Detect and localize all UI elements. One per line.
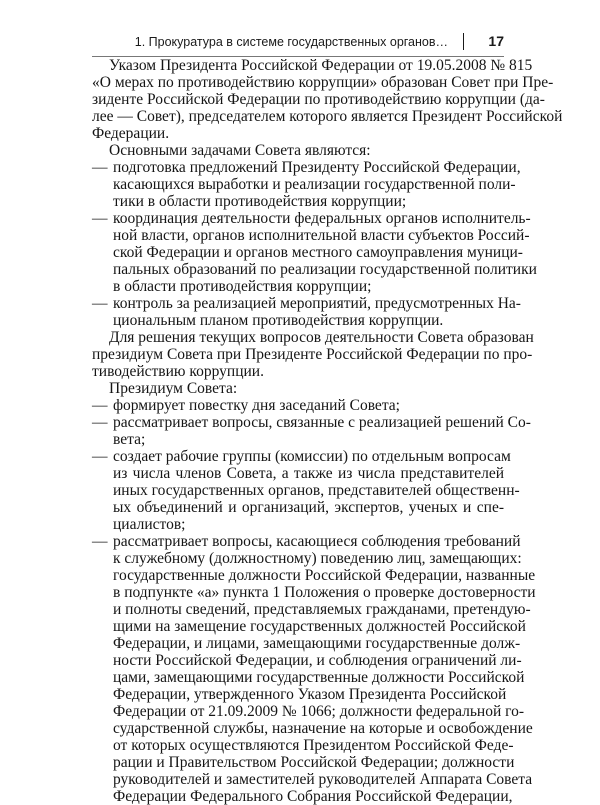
text-line: Федерации от 21.09.2009 № 1066; должности федеральной го- — [113, 703, 525, 720]
text-line: иных государственных органов, представителей общественн- — [113, 482, 520, 499]
text-line: Федерации. — [92, 125, 170, 142]
list-item — [92, 414, 531, 431]
running-header — [92, 33, 504, 55]
text-line: создает рабочие группы (комиссии) по отдельным вопросам — [113, 448, 511, 465]
text-line: циональным планом противодействия коррупции. — [113, 312, 444, 329]
list-item — [92, 159, 521, 176]
text-line: тиводействию коррупции. — [92, 363, 264, 380]
text-line: вета; — [113, 431, 146, 448]
text-line: формирует повестку дня заседаний Совета; — [113, 397, 400, 414]
text-line: Президиум Совета: — [109, 380, 238, 397]
text-line: сударственной службы, назначение на которые и освобождение — [113, 720, 533, 737]
text-line: циалистов; — [113, 516, 186, 533]
bullet-dash: — — [92, 397, 108, 414]
text-line: щими на замещение государственных должностей Российской — [113, 618, 526, 635]
text-line: от которых осуществляются Президентом Российской Феде- — [113, 737, 514, 754]
bullet-dash: — — [92, 210, 108, 227]
text-line: касающихся выработки и реализации государственной поли- — [113, 176, 516, 193]
text-line: зиденте Российской Федерации по противодействию коррупции (да- — [92, 91, 545, 108]
text-line: руководителей и заместителей руководителей Аппарата Совета — [113, 771, 533, 788]
text-line: и полноты сведений, представляемых гражданами, претендую- — [113, 601, 531, 618]
text-line: к служебному (должностному) поведению лиц, замещающих: — [113, 550, 522, 567]
bullet-dash: — — [92, 295, 108, 312]
text-line: рассматривает вопросы, касающиеся соблюдения требований — [113, 533, 521, 550]
text-line: подготовка предложений Президенту Российской Федерации, — [113, 159, 521, 176]
bullet-dash: — — [92, 533, 108, 550]
header-separator — [463, 33, 464, 50]
text-line: Федерации Федерального Собрания Российской Федерации, — [113, 788, 513, 805]
text-line: ной власти, органов исполнительной власти субъектов Россий- — [113, 227, 530, 244]
text-line: ности Российской Федерации, и соблюдения ограничений ли- — [113, 652, 522, 669]
bullet-dash: — — [92, 448, 108, 465]
text-line: рассматривает вопросы, связанные с реализацией решений Со- — [113, 414, 531, 431]
bullet-dash: — — [92, 159, 108, 176]
text-line: Указом Президента Российской Федерации от 19.05.2008 № 815 — [109, 57, 533, 74]
bullet-dash: — — [92, 414, 108, 431]
list-item — [92, 533, 521, 550]
list-item — [92, 397, 504, 414]
text-line: ых объединений и организаций, экспертов, ученых и спе- — [113, 499, 504, 516]
text-line: контроль за реализацией мероприятий, предусмотренных На- — [113, 295, 521, 312]
text-line: государственные должности Российской Федерации, названные — [113, 567, 536, 584]
text-line: Для решения текущих вопросов деятельности Совета образован — [109, 329, 534, 346]
text-line: в области противодействия коррупции; — [113, 278, 372, 295]
text-line: Основными задачами Совета являются: — [109, 142, 371, 159]
text-line: рации и Правительством Российской Федерации; должности — [113, 754, 515, 771]
section-title: 1. Прокуратура в системе государственных органов… — [134, 35, 448, 49]
text-line: «О мерах по противодействию коррупции» образован Совет при Пре- — [92, 74, 554, 91]
text-line: президиум Совета при Президенте Российской Федерации по про- — [92, 346, 533, 363]
text-line: тики в области противодействия коррупции; — [113, 193, 407, 210]
text-line: пальных образований по реализации государственной политики — [113, 261, 537, 278]
text-line: цами, замещающими государственные должности Российской — [113, 669, 525, 686]
text-line: координация деятельности федеральных органов исполнитель- — [113, 210, 531, 227]
list-item — [92, 448, 511, 465]
body-text — [92, 57, 563, 805]
text-line: Федерации, и лицами, замещающими государственные долж- — [113, 635, 521, 652]
list-item — [92, 210, 531, 227]
text-line: Федерации, утвержденного Указом Президента Российской — [113, 686, 507, 703]
list-item — [92, 295, 521, 312]
page-number: 17 — [488, 33, 504, 49]
text-line: в подпункте «а» пункта 1 Положения о проверке достоверности — [113, 584, 536, 601]
text-line: лее — Совет), председателем которого является Президент Российской — [92, 108, 563, 125]
text-line: ской Федерации и органов местного самоуправления муници- — [113, 244, 523, 261]
text-line: из числа членов Совета, а также из числа представителей — [113, 465, 504, 482]
